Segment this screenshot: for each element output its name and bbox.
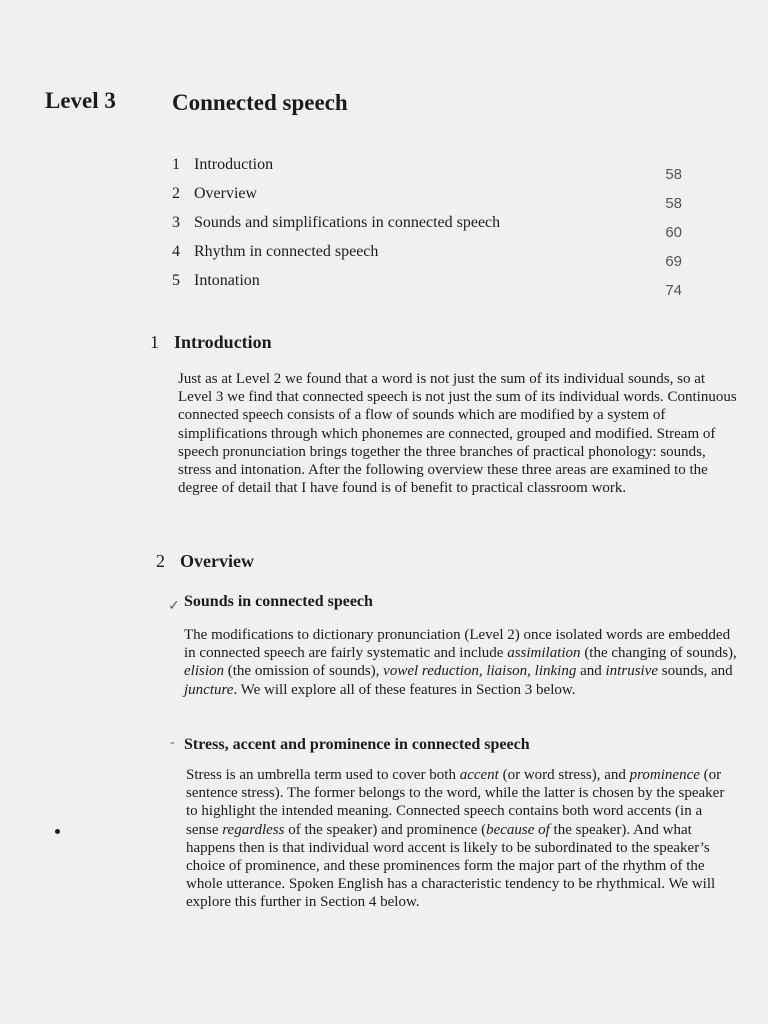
toc-item-number: 2: [172, 185, 180, 202]
toc-item-page: 69: [665, 253, 682, 270]
sounds-paragraph: The modifications to dictionary pronunciation (Level 2) once isolated words are embedded in connected speech are fairly systematic and include assimilation (the changing of sounds), elision (the omission of sounds), vowel reduction, liaison, linking and intrusive sounds, and juncture. We will explore all of these features in Section 3 below.: [184, 627, 737, 698]
section-heading-introduction: [150, 332, 272, 353]
section-title: Introduction: [174, 332, 272, 352]
toc-item-number: 1: [172, 156, 180, 173]
pen-tick-mark: ✓: [168, 599, 180, 614]
section-heading-overview: [156, 551, 254, 572]
toc-item-label: Rhythm in connected speech: [194, 243, 379, 260]
toc-item-label: Overview: [194, 185, 258, 202]
toc-item-number: 4: [172, 243, 180, 260]
toc-item: [172, 156, 682, 185]
toc-item: [172, 243, 682, 272]
toc-item: [172, 272, 682, 301]
toc-item: [172, 214, 682, 243]
toc-item-page: 74: [665, 282, 682, 299]
introduction-paragraph: Just as at Level 2 we found that a word is not just the sum of its individual sounds, so at Level 3 we find that connected speech is not just the sum of its individual words. Continuous connected speech consists of a flow of sounds which are modified by a system of simplifications through which phonemes are connected, grouped and modified. Stream of speech pronunciation brings together the three branches of practical phonology: sounds, stress and intonation. After the following overview these three areas are examined to the degree of detail that I have found is of benefit to practical classroom work.: [178, 371, 737, 497]
subheading-sounds: Sounds in connected speech: [184, 593, 373, 610]
toc-item-page: 60: [665, 224, 682, 241]
level-label: Level 3: [45, 88, 116, 113]
chapter-title: Connected speech: [172, 90, 348, 115]
toc-item-number: 3: [172, 214, 180, 231]
toc-item-label: Introduction: [194, 156, 274, 173]
section-number: 1: [150, 332, 159, 352]
toc-item-label: Sounds and simplifications in connected speech: [194, 214, 501, 231]
toc-item: [172, 185, 682, 214]
stress-paragraph: Stress is an umbrella term used to cover both accent (or word stress), and prominence (or sentence stress). The former belongs to the word, while the latter is chosen by the speaker to highlight the intended meaning. Connected speech contains both word accents (in a sense regardless of the speaker) and prominence (because of the speaker). And what happens then is that individual word accent is likely to be subordinated to the speaker’s choice of prominence, and these prominences form the major part of the rhythm of the whole utterance. Spoken English has a characteristic tendency to be rhythmical. We will explore this further in Section 4 below.: [186, 767, 725, 911]
toc-item-label: Intonation: [194, 272, 260, 289]
toc-item-page: 58: [665, 166, 682, 183]
pen-tick-mark: -: [170, 735, 175, 750]
subheading-stress: Stress, accent and prominence in connected speech: [184, 736, 530, 753]
pen-dot-mark: [55, 829, 60, 834]
toc-item-number: 5: [172, 272, 180, 289]
toc-item-page: 58: [665, 195, 682, 212]
section-number: 2: [156, 551, 165, 571]
table-of-contents: [172, 156, 682, 301]
section-title: Overview: [180, 551, 254, 571]
